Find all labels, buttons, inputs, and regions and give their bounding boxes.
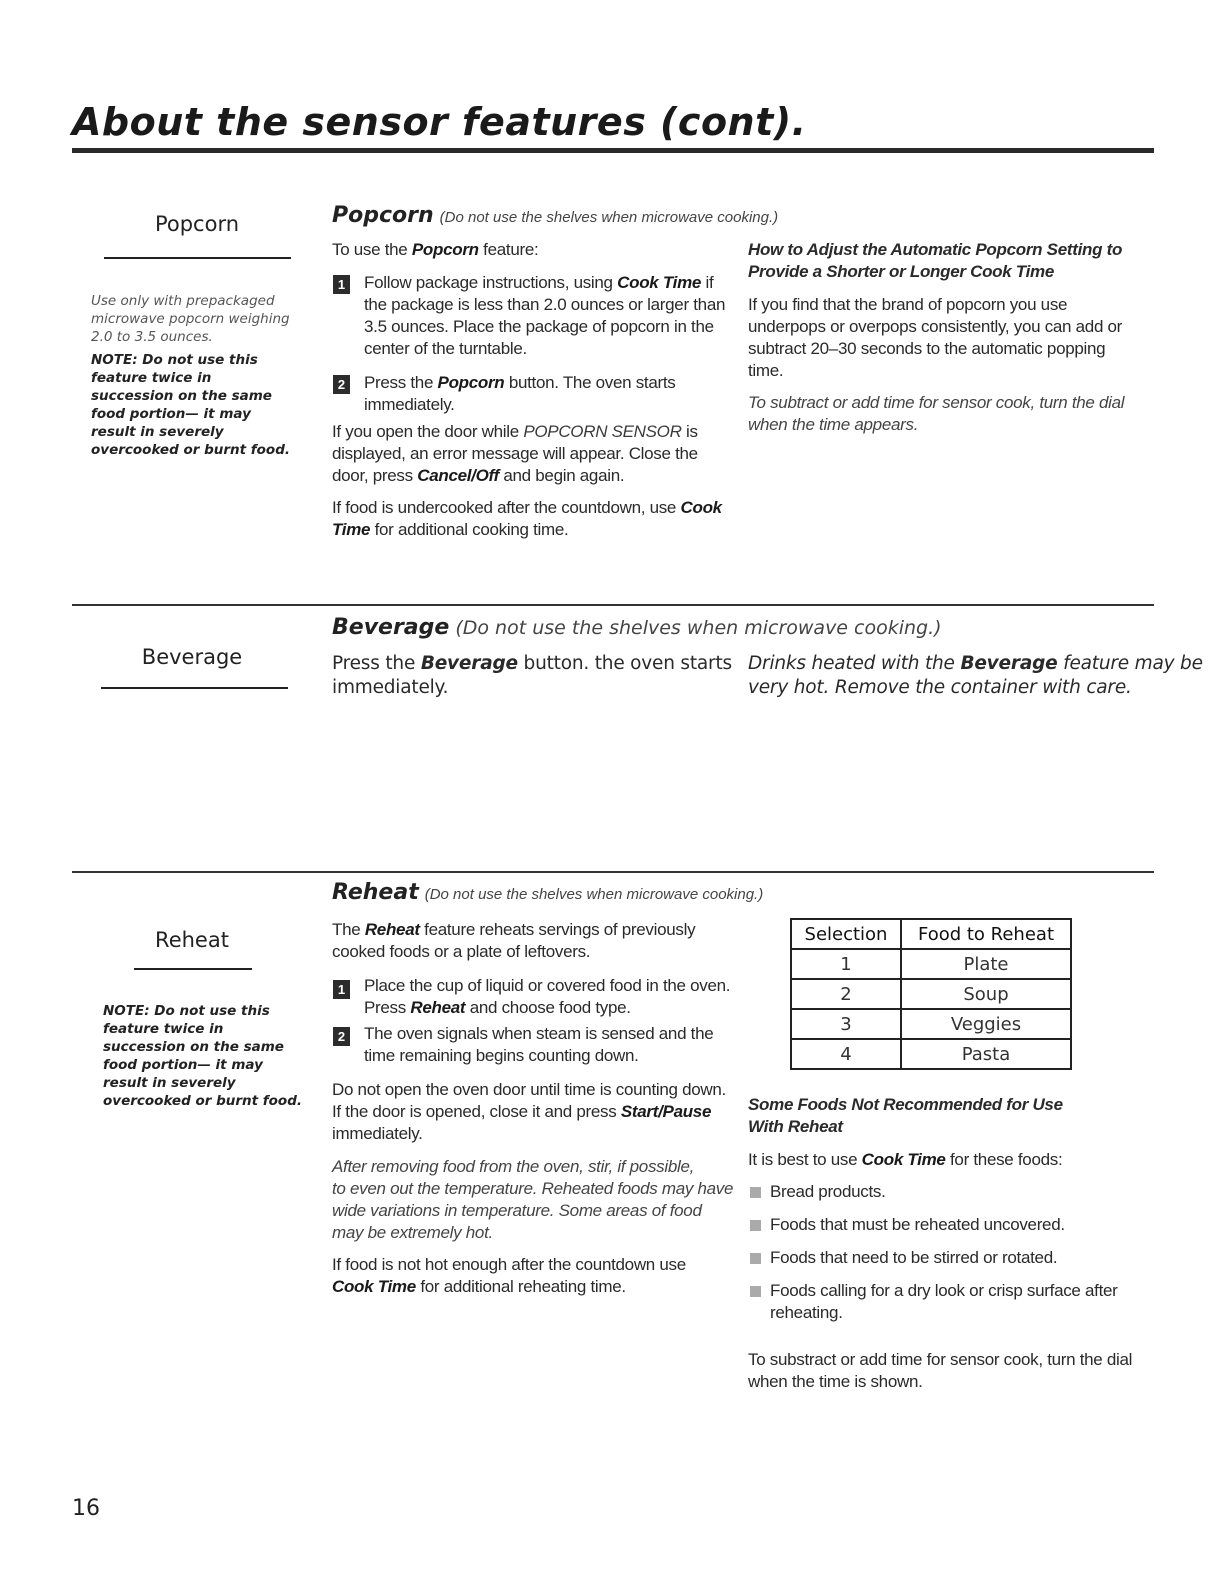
reheat-hot-note: If food is not hot enough after the countdown use Cook Time for additional reheating time. — [332, 1255, 686, 1296]
popcorn-side-note: Use only with prepackaged microwave popcorn weighing 2.0 to 3.5 ounces. — [91, 293, 290, 345]
popcorn-title-note: (Do not use the shelves when microwave cooking.) — [439, 209, 779, 226]
reheat-dial-note: To substract or add time for sensor cook, turn the dial when the time is shown. — [748, 1350, 1133, 1391]
table-cell: 4 — [791, 1039, 901, 1069]
step-2-badge: 2 — [333, 375, 350, 394]
table-row — [791, 1009, 1071, 1039]
beverage-title-text: Beverage — [332, 615, 450, 640]
reheat-side-warning: NOTE: Do not use this feature twice in succession on the same food portion— it may result in severely overcooked or burnt food. — [103, 1003, 302, 1109]
table-row — [791, 979, 1071, 1009]
table-row — [791, 949, 1071, 979]
reheat-step-1: Place the cup of liquid or covered food in the oven. Press Reheat and choose food type. — [364, 976, 731, 1017]
step-1-badge: 1 — [333, 275, 350, 294]
section-divider — [72, 604, 1154, 606]
table-header: Food to Reheat — [901, 919, 1071, 949]
beverage-side-rule — [101, 687, 288, 689]
popcorn-title — [332, 203, 778, 228]
table-row — [791, 1039, 1071, 1069]
reheat-side-rule — [134, 968, 252, 970]
table-cell: Soup — [901, 979, 1071, 1009]
page-number: 16 — [72, 1496, 100, 1521]
popcorn-door-note: If you open the door while POPCORN SENSOR is displayed, an error message will appear. Close the door, press Cancel/Off and begin again. — [332, 422, 698, 485]
reheat-selection-table — [790, 918, 1072, 1070]
list-item: Foods calling for a dry look or crisp surface after reheating. — [770, 1281, 1118, 1322]
reheat-not-recommended-heading: Some Foods Not Recommended for Use With Reheat — [748, 1095, 1063, 1136]
popcorn-adjust-text: If you find that the brand of popcorn you use underpops or overpops consistently, you can add or subtract 20–30 seconds to the automatic popping time. — [748, 295, 1123, 380]
popcorn-side-warning: NOTE: Do not use this feature twice in succession on the same food portion— it may result in severely overcooked or burnt food. — [91, 352, 290, 458]
table-header-row — [791, 919, 1071, 949]
reheat-door-note: Do not open the oven door until time is counting down. If the door is opened, close it and press Start/Pause immediately. — [332, 1080, 726, 1143]
popcorn-adjust-heading: How to Adjust the Automatic Popcorn Setting to Provide a Shorter or Longer Cook Time — [748, 240, 1123, 281]
table-cell: Veggies — [901, 1009, 1071, 1039]
table-cell: Plate — [901, 949, 1071, 979]
popcorn-step-2: Press the Popcorn button. The oven starts immediately. — [364, 373, 676, 414]
section-divider — [72, 871, 1154, 873]
page-title: About the sensor features (cont). — [72, 100, 807, 144]
title-rule — [72, 148, 1154, 153]
table-cell: 3 — [791, 1009, 901, 1039]
reheat-intro: The Reheat feature reheats servings of previously cooked foods or a plate of leftovers. — [332, 920, 696, 961]
step-1-badge: 1 — [333, 980, 350, 999]
popcorn-intro: To use the Popcorn feature: — [332, 240, 539, 259]
bullet-icon — [750, 1187, 761, 1198]
beverage-side-heading: Beverage — [141, 645, 243, 669]
table-cell: 2 — [791, 979, 901, 1009]
popcorn-undercooked-note: If food is undercooked after the countdown, use Cook Time for additional cooking time. — [332, 498, 722, 539]
reheat-stir-note: After removing food from the oven, stir, if possible, to even out the temperature. Reheated foods may have wide variations in temperature. Some areas of food may be extremely hot. — [332, 1157, 734, 1242]
bullet-icon — [750, 1253, 761, 1264]
reheat-side-heading: Reheat — [155, 928, 229, 952]
popcorn-side-rule — [104, 257, 291, 259]
reheat-title — [332, 880, 763, 905]
popcorn-title-text: Popcorn — [332, 203, 434, 228]
bullet-icon — [750, 1286, 761, 1297]
beverage-press-text: Press the Beverage button. the oven starts immediately. — [332, 653, 732, 698]
popcorn-dial-note: To subtract or add time for sensor cook, turn the dial when the time appears. — [748, 393, 1125, 434]
beverage-title — [332, 615, 942, 640]
table-header: Selection — [791, 919, 901, 949]
reheat-step-2: The oven signals when steam is sensed and the time remaining begins counting down. — [364, 1024, 714, 1065]
beverage-title-note: (Do not use the shelves when microwave cooking.) — [455, 617, 942, 639]
list-item: Foods that need to be stirred or rotated. — [770, 1248, 1058, 1267]
list-item: Foods that must be reheated uncovered. — [770, 1215, 1065, 1234]
bullet-icon — [750, 1220, 761, 1231]
popcorn-step-1: Follow package instructions, using Cook Time if the package is less than 2.0 ounces or larger than 3.5 ounces. Place the package of popcorn in the center of the turntable. — [364, 273, 726, 358]
reheat-title-note: (Do not use the shelves when microwave cooking.) — [424, 886, 764, 903]
table-cell: Pasta — [901, 1039, 1071, 1069]
table-cell: 1 — [791, 949, 901, 979]
popcorn-side-heading: Popcorn — [154, 212, 240, 236]
reheat-best-use-text: It is best to use Cook Time for these foods: — [748, 1150, 1063, 1169]
step-2-badge: 2 — [333, 1027, 350, 1046]
list-item: Bread products. — [770, 1182, 886, 1201]
beverage-hot-note: Drinks heated with the Beverage feature may be very hot. Remove the container with care. — [748, 653, 1203, 698]
reheat-title-text: Reheat — [332, 880, 419, 905]
